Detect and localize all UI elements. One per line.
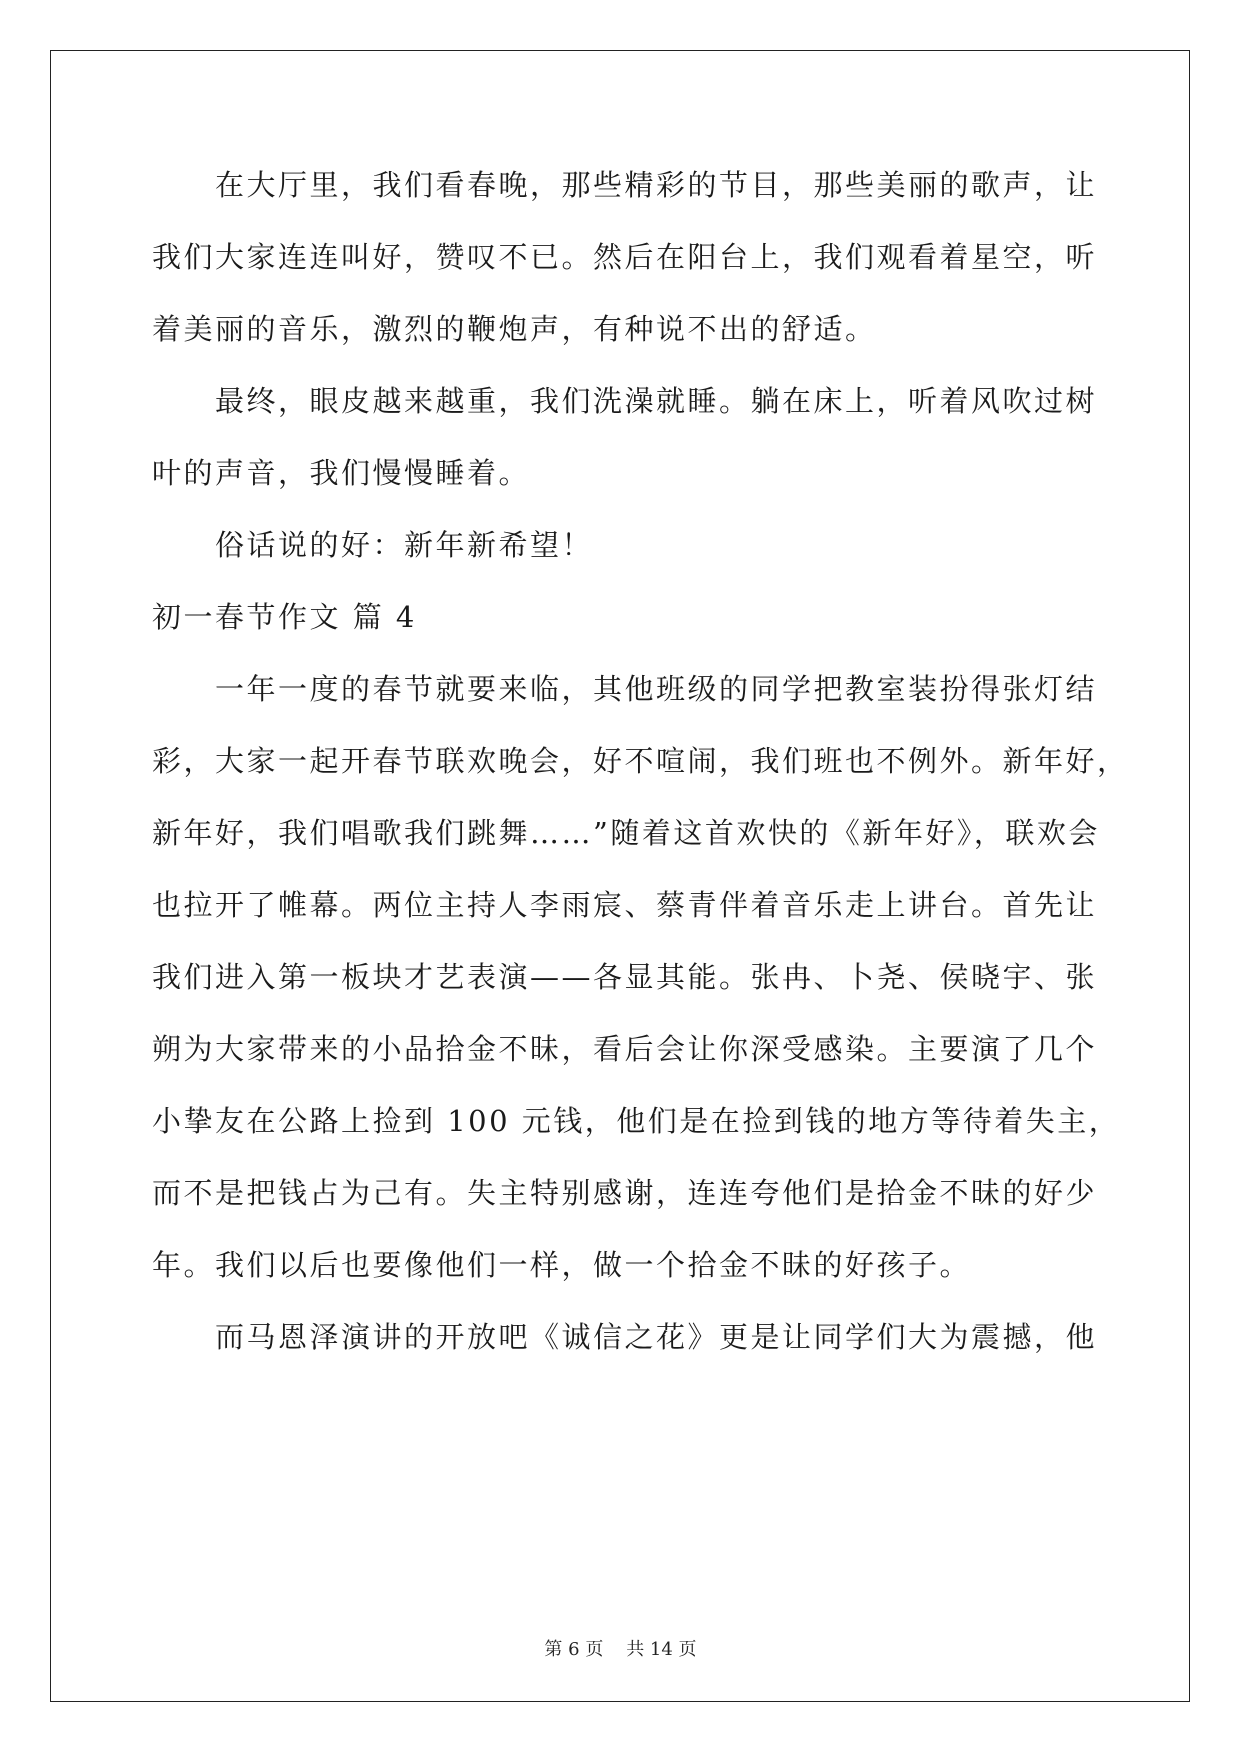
text-line: 新年好，我们唱歌我们跳舞……”随着这首欢快的《新年好》，联欢会	[152, 816, 1100, 850]
text-line: 我们进入第一板块才艺表演——各显其能。张冉、卜尧、侯晓宇、张	[152, 960, 1098, 994]
text-line: 也拉开了帷幕。两位主持人李雨宸、蔡青伴着音乐走上讲台。首先让	[152, 888, 1098, 922]
text-line: 年。我们以后也要像他们一样，做一个拾金不昧的好孩子。	[152, 1248, 972, 1282]
text-line: 最终，眼皮越来越重，我们洗澡就睡。躺在床上，听着风吹过树	[152, 384, 1098, 418]
text-line: 而马恩泽演讲的开放吧《诚信之花》更是让同学们大为震撼，他	[152, 1320, 1098, 1354]
text-line: 朔为大家带来的小品拾金不昧，看后会让你深受感染。主要演了几个	[152, 1032, 1098, 1066]
text-line: 在大厅里，我们看春晚，那些精彩的节目，那些美丽的歌声，让	[152, 168, 1098, 202]
text-line: 而不是把钱占为己有。失主特别感谢，连连夸他们是拾金不昧的好少	[152, 1176, 1098, 1210]
page-number-footer: 第 6 页 共 14 页	[544, 1639, 697, 1660]
text-line: 叶的声音，我们慢慢睡着。	[152, 456, 531, 490]
page-border	[50, 50, 1190, 1702]
text-line: 我们大家连连叫好，赞叹不已。然后在阳台上，我们观看着星空，听	[152, 240, 1098, 274]
section-heading: 初一春节作文 篇 4	[152, 600, 417, 634]
text-line: 小挚友在公路上捡到 100 元钱，他们是在捡到钱的地方等待着失主，	[152, 1104, 1121, 1138]
text-line: 俗话说的好：新年新希望！	[152, 528, 594, 562]
text-line: 着美丽的音乐，激烈的鞭炮声，有种说不出的舒适。	[152, 312, 877, 346]
text-line: 一年一度的春节就要来临，其他班级的同学把教室装扮得张灯结	[152, 672, 1098, 706]
text-line: 彩，大家一起开春节联欢晚会，好不喧闹，我们班也不例外。新年好，	[152, 744, 1129, 778]
